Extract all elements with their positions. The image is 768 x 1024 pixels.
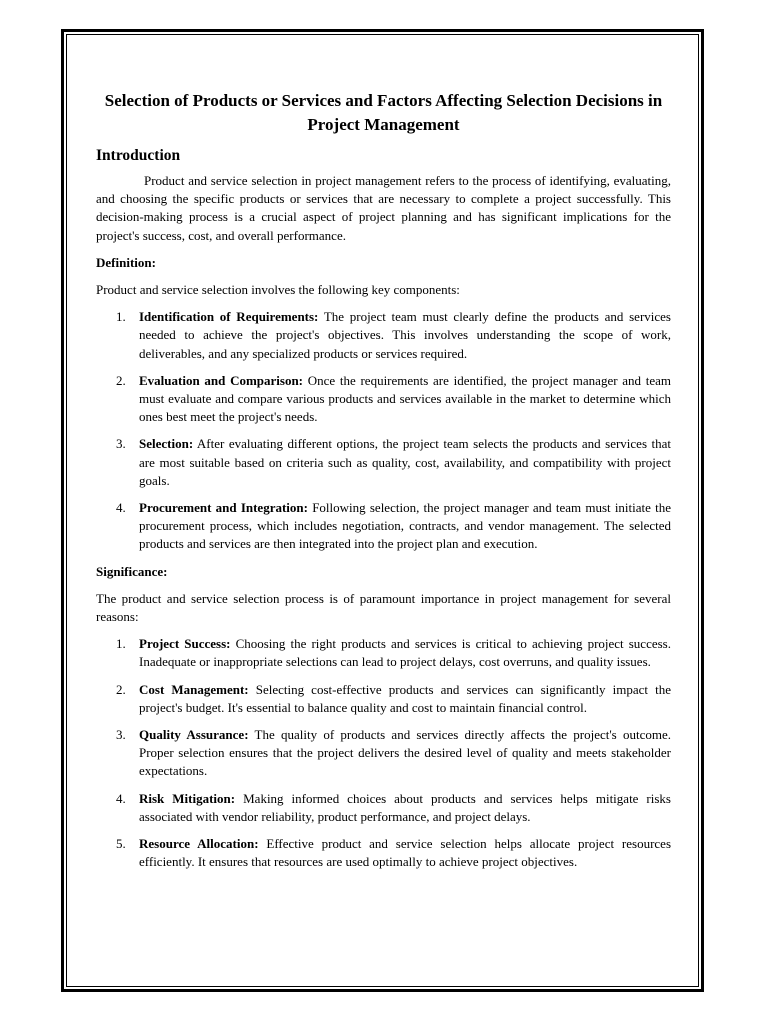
list-text: Effective product and service selection helps allocate project resources efficiently. It ensures that resources are used optimally to achieve project objectives. bbox=[139, 836, 672, 870]
list-text: Choosing the right products and services is critical to achieving project success. Inadequate or inappropriate selections can lead to project delays, cost overruns, and quality issues. bbox=[139, 636, 671, 670]
significance-list bbox=[96, 635, 671, 871]
list-term: Quality Assurance: bbox=[139, 727, 249, 743]
list-text: Selecting cost-effective products and services can significantly impact the project's budget. It's essential to balance quality and cost to maintain financial control. bbox=[139, 681, 671, 715]
list-text: Making informed choices about products and services helps mitigate risks associated with vendor reliability, product performance, and project delays. bbox=[139, 790, 671, 824]
list-text: Following selection, the project manager and team must initiate the procurement process, which includes negotiation, contracts, and vendor management. The selected products and services are then integrated into the project plan and execution. bbox=[139, 500, 672, 552]
list-term: Selection: bbox=[139, 436, 194, 452]
list-item bbox=[96, 681, 671, 717]
definition-lead: Product and service selection involves the following key components: bbox=[96, 282, 460, 298]
list-item bbox=[96, 372, 671, 427]
list-number: 2. bbox=[116, 372, 126, 388]
list-text: After evaluating different options, the project team selects the products and services that are most suitable based on criteria such as quality, cost, availability, and compatibility with project goals. bbox=[139, 436, 671, 488]
list-number: 1. bbox=[116, 636, 126, 652]
definition-heading: Definition: bbox=[96, 254, 156, 270]
list-number: 2. bbox=[116, 681, 126, 697]
significance-lead: The product and service selection process is of paramount importance in project management for several reasons: bbox=[96, 590, 671, 625]
list-term: Cost Management: bbox=[139, 681, 249, 697]
list-number: 4. bbox=[116, 500, 126, 516]
list-number: 3. bbox=[116, 436, 126, 452]
list-item bbox=[96, 726, 671, 781]
document-content bbox=[96, 89, 671, 881]
list-term: Resource Allocation: bbox=[139, 836, 259, 852]
document-title: Selection of Products or Services and Factors Affecting Selection Decisions in Project Management bbox=[104, 91, 663, 134]
definition-list bbox=[96, 308, 671, 553]
list-item bbox=[96, 308, 671, 363]
list-term: Evaluation and Comparison: bbox=[139, 372, 304, 388]
list-term: Risk Mitigation: bbox=[139, 790, 236, 806]
list-item bbox=[96, 835, 671, 871]
list-item bbox=[96, 790, 671, 826]
list-number: 1. bbox=[116, 309, 126, 325]
list-number: 3. bbox=[116, 727, 126, 743]
list-term: Procurement and Integration: bbox=[139, 500, 308, 516]
list-term: Project Success: bbox=[139, 636, 231, 652]
introduction-heading: Introduction bbox=[96, 147, 181, 164]
list-item bbox=[96, 499, 671, 554]
list-item bbox=[96, 635, 671, 671]
list-item bbox=[96, 435, 671, 490]
list-text: The project team must clearly define the products and services needed to achieve the project's objectives. This involves understanding the scope of work, deliverables, and any specialized products or services required. bbox=[139, 309, 671, 361]
significance-heading: Significance: bbox=[96, 563, 168, 579]
list-number: 4. bbox=[116, 790, 126, 806]
list-text: The quality of products and services directly affects the project's outcome. Proper selection ensures that the project delivers the desired level of quality and meets stakeholder expectations. bbox=[139, 727, 671, 779]
introduction-paragraph: Product and service selection in project management refers to the process of identifying, evaluating, and choosing the specific products or services that are necessary to complete a project successfully. This decision-making process is a crucial aspect of project planning and has significant implications for the project's success, cost, and overall performance. bbox=[96, 173, 671, 243]
list-number: 5. bbox=[116, 836, 126, 852]
list-term: Identification of Requirements: bbox=[139, 309, 319, 325]
list-text: Once the requirements are identified, the project manager and team must evaluate and compare various products and services available in the market to determine which ones best meet the project's needs. bbox=[139, 372, 672, 425]
